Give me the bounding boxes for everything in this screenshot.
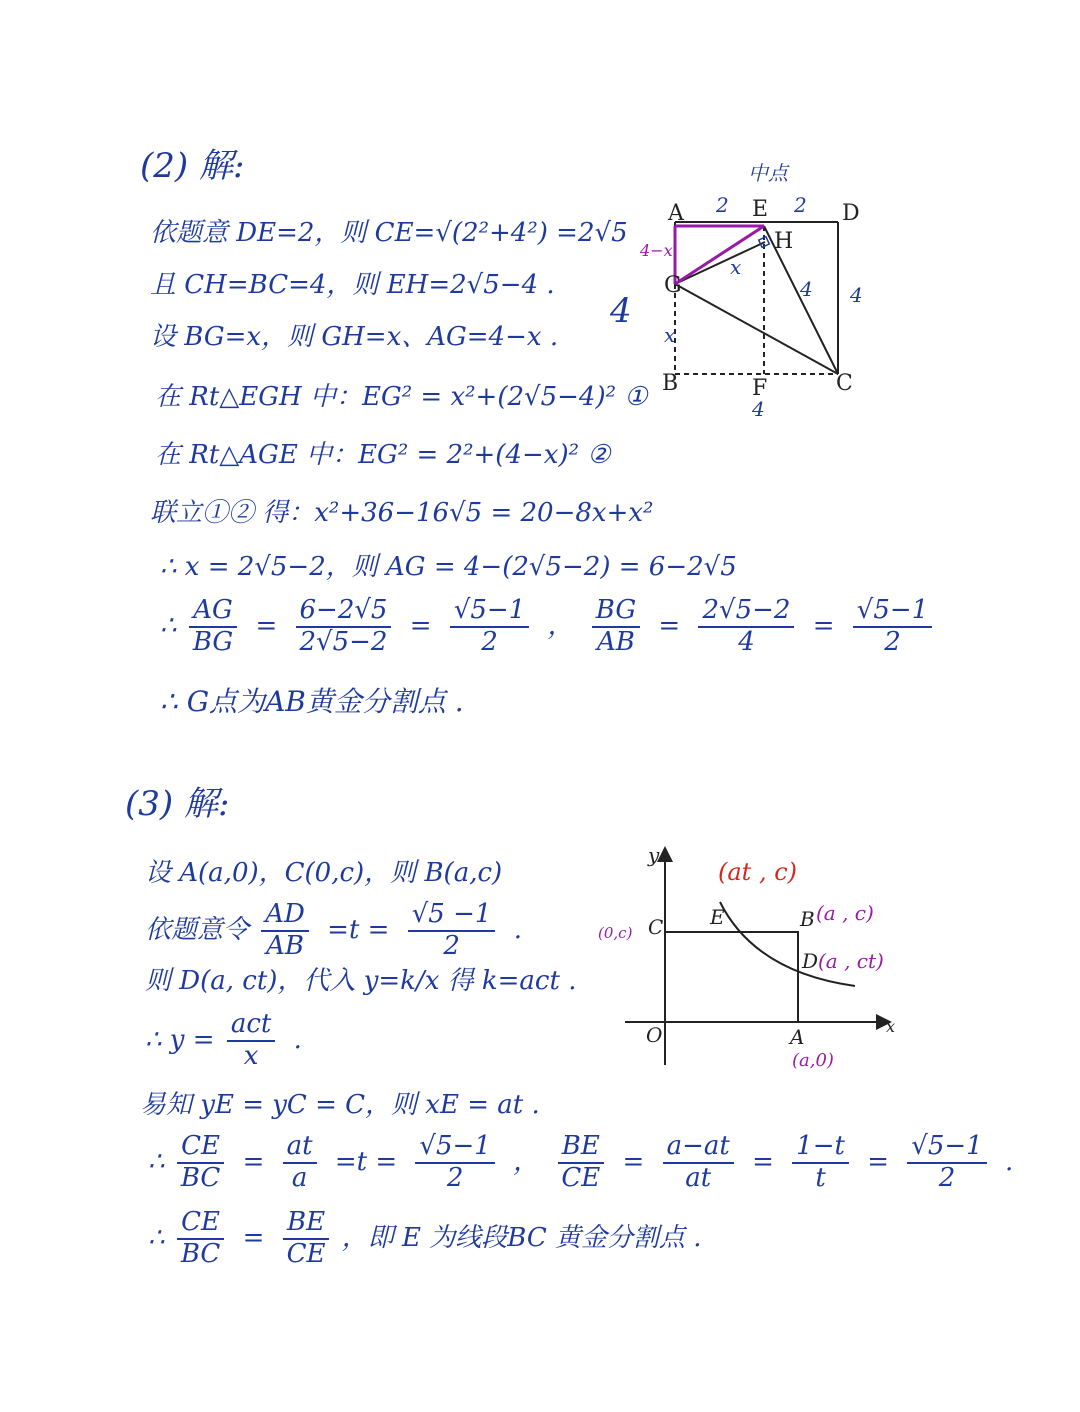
a-coordinates: (a,0) — [792, 1050, 834, 1071]
len-ae: 2 — [716, 193, 729, 217]
fraction-bg-ab: $\frac{BG}{AB}$ — [592, 596, 640, 658]
fraction-ce-bc: $\frac{CE}{BC}$ — [177, 1132, 224, 1194]
part3-line2: 依题意令 $\frac{AD}{AB}$ =t = $\frac{√5 -1}{2}$ . — [145, 899, 522, 961]
part3-line1: 设 A(a,0)，C(0,c)，则 B(a,c) — [145, 858, 503, 888]
part3-heading: (3) 解: — [125, 784, 230, 824]
len-ab: 4 — [610, 291, 632, 331]
label-a: A — [790, 1025, 805, 1049]
c-coordinates: (0,c) — [598, 924, 633, 942]
label-g: G — [664, 273, 682, 298]
therefore-symbol: ∴ — [160, 610, 177, 641]
part3-line5: 易知 yE = yC = C，则 xE = at . — [140, 1090, 540, 1120]
label-d: D — [802, 949, 819, 973]
label-b: B — [662, 371, 679, 396]
part2-line1: 依题意 DE=2，则 CE=√(2²+4²) =2√5 — [150, 218, 628, 248]
fraction-a-at: $\frac{a-at}{at}$ — [663, 1132, 734, 1194]
e-coordinates: (at , c) — [718, 858, 798, 886]
label-c: C — [648, 915, 664, 939]
label-h: H — [774, 229, 794, 254]
fraction-value-2: $\frac{2√5-2}{4}$ — [698, 596, 794, 658]
part3-conclusion: ∴ $\frac{CE}{BC}$ = $\frac{BE}{CE}$ ，即 E 为线段BC 黄金分割点 . — [148, 1207, 702, 1269]
midpoint-note: 中点 — [748, 161, 788, 185]
coordinate-figure — [590, 840, 910, 1080]
part2-heading: (2) 解: — [140, 146, 245, 186]
len-dc: 4 — [850, 283, 863, 307]
fraction-be-ce-2: $\frac{BE}{CE}$ — [283, 1208, 330, 1270]
part3-line6: ∴ $\frac{CE}{BC}$ = $\frac{at}{a}$ =t = $\frac{√5-1}{2}$ ， $\frac{BE}{CE}$ = $\frac{a-at}{at}$ = $\frac{1-t}{t}$ = $\frac{√5-1}{2}$ . — [148, 1131, 1014, 1193]
triangle-age — [675, 226, 764, 284]
axis-x-label: x — [886, 1017, 896, 1036]
part2-line8: ∴ $\frac{AG}{BG}$ = $\frac{6-2√5}{2√5-2}$ = $\frac{√5-1}{2}$ ， $\frac{BG}{AB}$ = $\frac{2√5-2}{4}$ = $\frac{√5-1}{2}$ — [160, 596, 936, 658]
part2-line4: 在 Rt△EGH 中：EG² = x²+(2√5−4)² ① — [155, 382, 648, 412]
fraction-golden-4: $\frac{√5-1}{2}$ — [907, 1132, 986, 1194]
b-coordinates: (a , c) — [816, 901, 874, 925]
axis-y-label: y — [648, 843, 660, 867]
len-gh: x — [730, 255, 742, 279]
fraction-t-value: $\frac{√5 -1}{2}$ — [408, 900, 496, 962]
fraction-golden-1: $\frac{√5-1}{2}$ — [450, 596, 529, 658]
fraction-be-ce: $\frac{BE}{CE}$ — [557, 1132, 604, 1194]
len-ed: 2 — [794, 193, 807, 217]
label-a: A — [668, 201, 684, 226]
part2-line6: 联立①② 得：x²+36−16√5 = 20−8x+x² — [150, 498, 654, 528]
len-ch: 4 — [800, 277, 813, 301]
origin-label: O — [646, 1023, 663, 1047]
label-f: F — [752, 376, 768, 401]
fraction-at-a: $\frac{at}{a}$ — [283, 1132, 317, 1194]
fraction-golden-3: $\frac{√5-1}{2}$ — [415, 1132, 494, 1194]
part3-line3: 则 D(a, ct)，代入 y=k/x 得 k=act . — [145, 966, 577, 996]
part2-line2: 且 CH=BC=4，则 EH=2√5−4 . — [150, 270, 555, 300]
fraction-1-t: $\frac{1-t}{t}$ — [792, 1132, 849, 1194]
label-c: C — [836, 371, 853, 396]
part2-line5: 在 Rt△AGE 中：EG² = 2²+(4−x)² ② — [155, 440, 611, 470]
fraction-golden-2: $\frac{√5-1}{2}$ — [853, 596, 932, 658]
part2-line7: ∴ x = 2√5−2，则 AG = 4−(2√5−2) = 6−2√5 — [160, 552, 737, 582]
part3-line4: ∴ y = $\frac{\text{act}}{x}$ . — [145, 1009, 302, 1071]
label-b: B — [800, 907, 815, 931]
fraction-ce-bc-2: $\frac{CE}{BC}$ — [177, 1208, 224, 1270]
label-e: E — [710, 905, 725, 929]
len-bc: 4 — [752, 397, 765, 421]
len-bg: x — [664, 323, 676, 347]
fraction-value-1: $\frac{6-2√5}{2√5-2}$ — [296, 596, 392, 658]
square-figure — [600, 150, 920, 430]
part2-conclusion: ∴ G点为AB黄金分割点 . — [160, 685, 464, 718]
len-ag: 4−x — [640, 241, 673, 260]
fraction-ag-bg: $\frac{AG}{BG}$ — [189, 596, 237, 658]
fraction-act-x: $\frac{\text{act}}{x}$ — [227, 1010, 276, 1072]
label-e: E — [752, 197, 769, 222]
part2-line3: 设 BG=x，则 GH=x、AG=4−x . — [150, 322, 559, 352]
fraction-ad-ab: $\frac{AD}{AB}$ — [261, 900, 309, 962]
label-d: D — [842, 201, 860, 226]
d-coordinates: (a , ct) — [818, 949, 884, 973]
